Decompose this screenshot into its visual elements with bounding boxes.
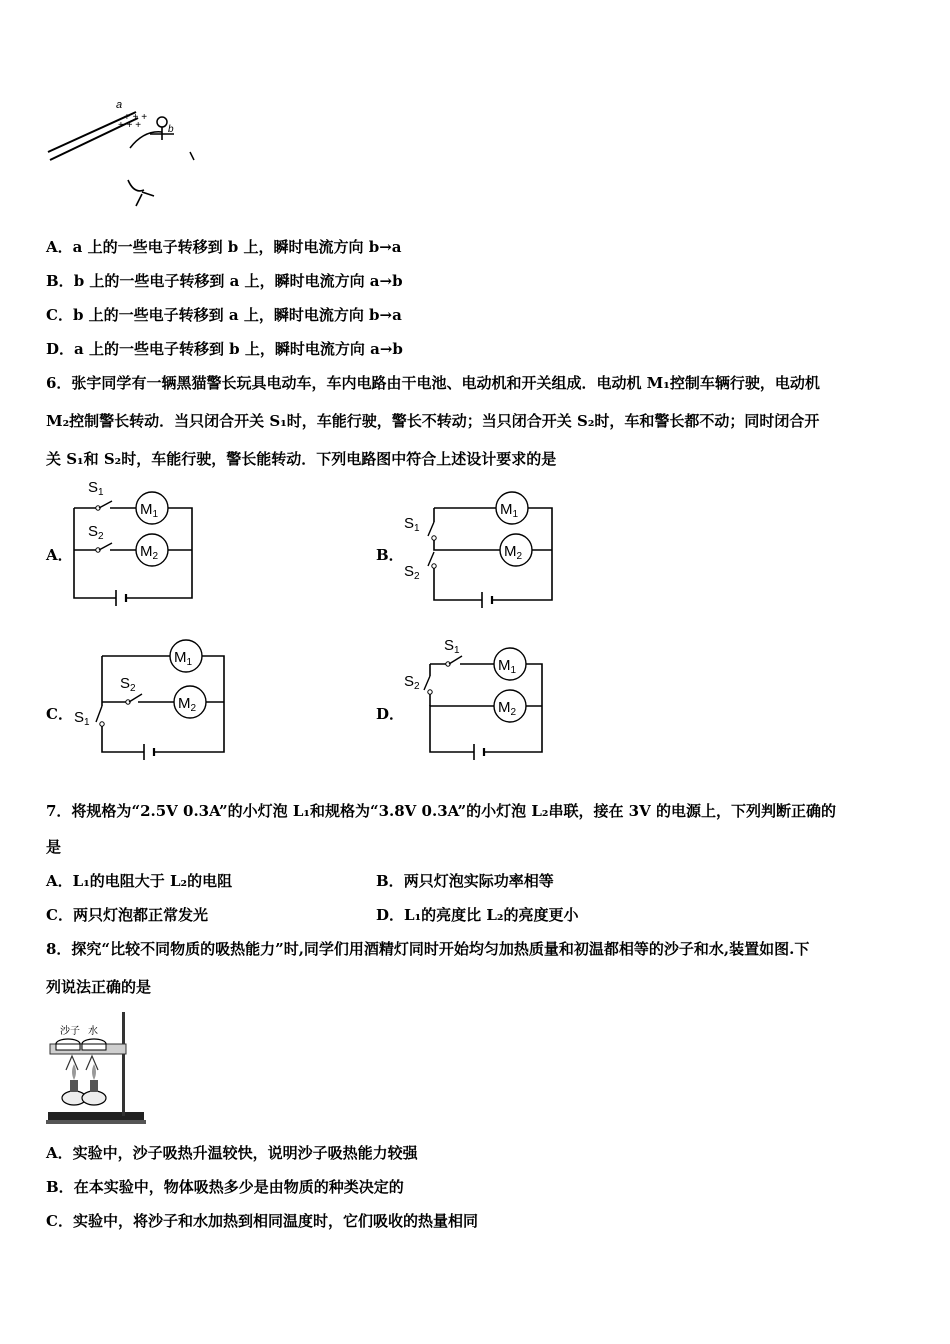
q7-stem-line1: 7．将规格为“2.5V 0.3A”的小灯泡 L₁和规格为“3.8V 0.3A”的小灯泡 L₂串联，接在 3V 的电源上，下列判断正确的 (46, 802, 836, 820)
circuit-b (400, 480, 560, 610)
q7-stem-line2: 是 (46, 838, 62, 856)
svg-text:S1: $S_1$ (88, 479, 104, 498)
svg-text:S1: $S_1$ (74, 709, 90, 728)
circuit-a (68, 474, 208, 604)
svg-text:+ + +: + + + (124, 112, 148, 123)
q6-stem-line2: M₂控制警长转动．当只闭合开关 S₁时，车能行驶，警长不转动；当只闭合开关 S₂时，车和警长都不动；同时闭合开 (46, 412, 820, 430)
label-water: 水 (88, 1026, 98, 1037)
svg-text:S1: $S_1$ (404, 515, 420, 534)
q8-stem-line1: 8．探究“比较不同物质的吸热能力”时,同学们用酒精灯同时开始均匀加热质量和初温都相等的沙子和水,装置如图.下 (46, 940, 810, 958)
heating-apparatus-figure (44, 1008, 154, 1128)
electroscope-figure (44, 96, 204, 216)
svg-text:S1: $S_1$ (444, 637, 460, 656)
svg-text:M2: $M_2$ (498, 699, 517, 718)
svg-text:M2: $M_2$ (140, 543, 159, 562)
q7-option-a: A．L₁的电阻大于 L₂的电阻 (46, 872, 233, 890)
svg-text:M2: $M_2$ (178, 695, 197, 714)
svg-text:M1: $M_1$ (498, 657, 517, 676)
q8-stem-line2: 列说法正确的是 (46, 978, 152, 996)
q5-option-d: D．a 上的一些电子转移到 b 上，瞬时电流方向 a→b (46, 340, 403, 358)
q5-option-a: A．a 上的一些电子转移到 b 上，瞬时电流方向 b→a (46, 238, 402, 256)
circuit-c (70, 640, 250, 760)
label-sand: 沙子 (60, 1026, 80, 1037)
svg-text:+ + +: + + + (118, 120, 142, 131)
q7-option-d: D．L₁的亮度比 L₂的亮度更小 (376, 906, 579, 924)
q6-stem-line3: 关 S₁和 S₂时，车能行驶，警长能转动．下列电路图中符合上述设计要求的是 (46, 450, 557, 468)
q6-option-c-label: C． (46, 705, 73, 723)
q7-option-c: C．两只灯泡都正常发光 (46, 906, 208, 924)
q8-option-b: B．在本实验中，物体吸热多少是由物质的种类决定的 (46, 1178, 404, 1196)
svg-text:M1: $M_1$ (140, 501, 159, 520)
svg-text:S2: $S_2$ (404, 563, 420, 582)
svg-text:M1: $M_1$ (174, 649, 193, 668)
svg-text:S2: $S_2$ (88, 523, 104, 542)
svg-text:M2: $M_2$ (504, 543, 523, 562)
svg-text:M1: $M_1$ (500, 501, 519, 520)
q8-option-a: A．实验中，沙子吸热升温较快，说明沙子吸热能力较强 (46, 1144, 418, 1162)
label-a: a (116, 99, 123, 111)
q8-option-c: C．实验中，将沙子和水加热到相同温度时，它们吸收的热量相同 (46, 1212, 478, 1230)
q5-option-b: B．b 上的一些电子转移到 a 上，瞬时电流方向 a→b (46, 272, 403, 290)
q6-stem-line1: 6．张宇同学有一辆黑猫警长玩具电动车，车内电路由干电池、电动机和开关组成．电动机 M₁控制车辆行驶，电动机 (46, 374, 820, 392)
svg-text:S2: $S_2$ (404, 673, 420, 692)
label-b: b (168, 124, 174, 135)
q7-option-b: B．两只灯泡实际功率相等 (376, 872, 554, 890)
q6-option-b-label: B． (376, 546, 404, 564)
q5-option-c: C．b 上的一些电子转移到 a 上，瞬时电流方向 b→a (46, 306, 402, 324)
q6-option-d-label: D． (376, 705, 405, 723)
q6-option-a-label: A． (46, 546, 73, 564)
svg-text:S2: $S_2$ (120, 675, 136, 694)
circuit-d (400, 632, 560, 762)
